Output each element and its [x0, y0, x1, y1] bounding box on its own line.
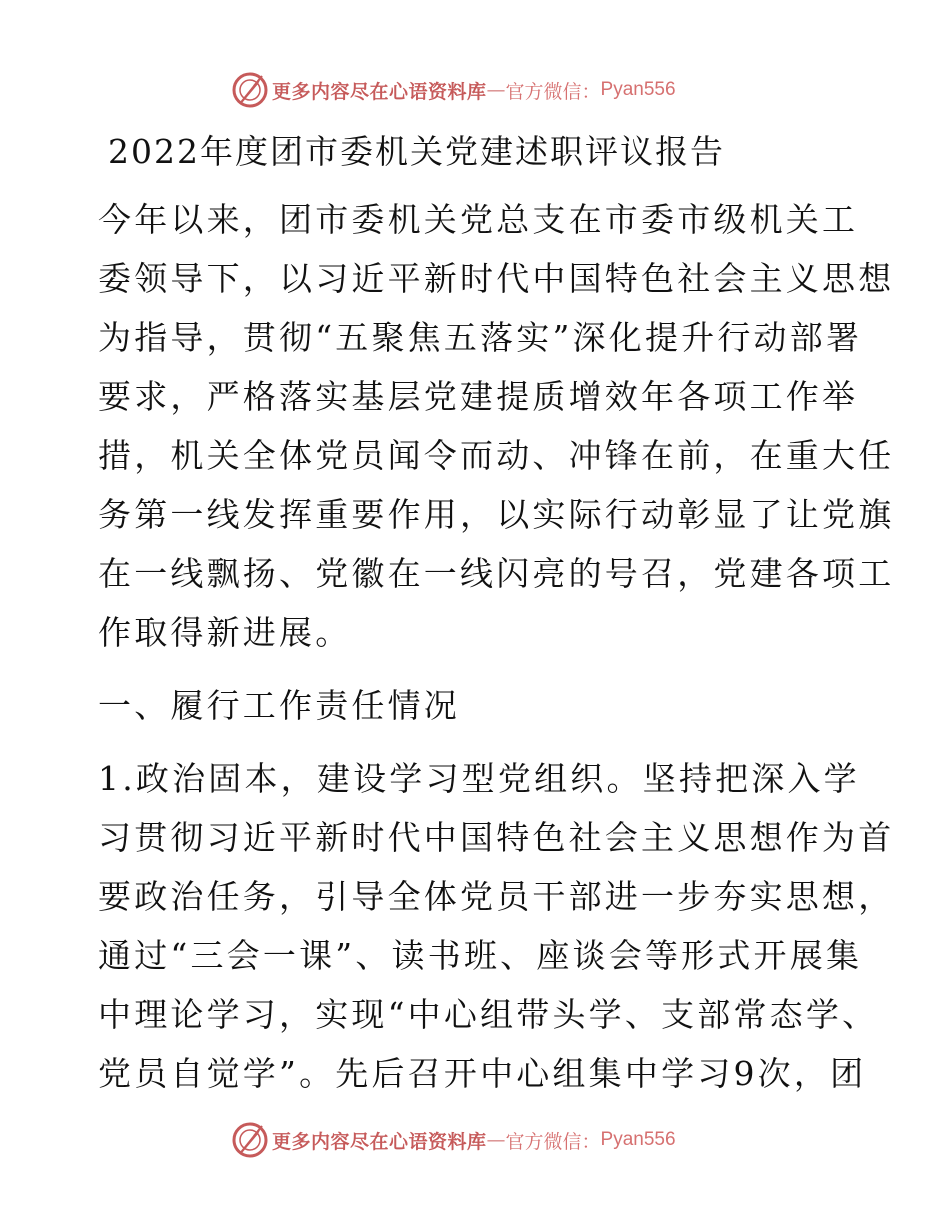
- body-line: 习贯彻习近平新时代中国特色社会主义思想作为首: [98, 818, 895, 857]
- banner-main-text: 更多内容尽在心语资料库: [272, 1130, 487, 1153]
- body-line: 在一线飘扬、党徽在一线闪亮的号召，党建各项工: [98, 554, 895, 593]
- banner-sub-text: 官方微信：: [505, 1130, 601, 1153]
- banner-sub-text: 官方微信：: [505, 80, 601, 103]
- body-line: 措，机关全体党员闻令而动、冲锋在前，在重大任: [98, 436, 895, 475]
- section-heading: 一、履行工作责任情况: [98, 686, 460, 725]
- quill-seal-logo-icon: [232, 72, 268, 108]
- body-line: 要政治任务，引导全体党员干部进一步夯实思想，: [98, 877, 895, 916]
- body-line: 1.政治固本，建设学习型党组织。坚持把深入学: [98, 759, 860, 798]
- banner-main-text: 更多内容尽在心语资料库: [272, 80, 487, 103]
- body-line: 委领导下，以习近平新时代中国特色社会主义思想: [98, 259, 895, 298]
- banner-wechat-id: Pyan556: [600, 79, 676, 100]
- body-line: 要求，严格落实基层党建提质增效年各项工作举: [98, 377, 859, 416]
- body-line: 作取得新进展。: [98, 613, 352, 652]
- body-line: 务第一线发挥重要作用，以实际行动彰显了让党旗: [98, 495, 895, 534]
- banner-separator: —: [486, 1129, 506, 1151]
- body-line: 今年以来，团市委机关党总支在市委市级机关工: [98, 200, 859, 239]
- quill-seal-logo-icon: [232, 1122, 268, 1158]
- body-line: 通过“三会一课”、读书班、座谈会等形式开展集: [98, 936, 863, 975]
- banner-separator: —: [486, 79, 506, 101]
- document-title: 2022年度团市委机关党建述职评议报告: [108, 132, 725, 171]
- header-banner: [232, 70, 676, 110]
- body-line: 党员自觉学”。先后召开中心组集中学习9次，团: [98, 1054, 867, 1093]
- body-line: 中理论学习，实现“中心组带头学、支部常态学、: [98, 995, 879, 1034]
- body-line: 为指导，贯彻“五聚焦五落实”深化提升行动部署: [98, 318, 863, 357]
- banner-wechat-id: Pyan556: [600, 1129, 676, 1150]
- footer-banner: [232, 1120, 676, 1160]
